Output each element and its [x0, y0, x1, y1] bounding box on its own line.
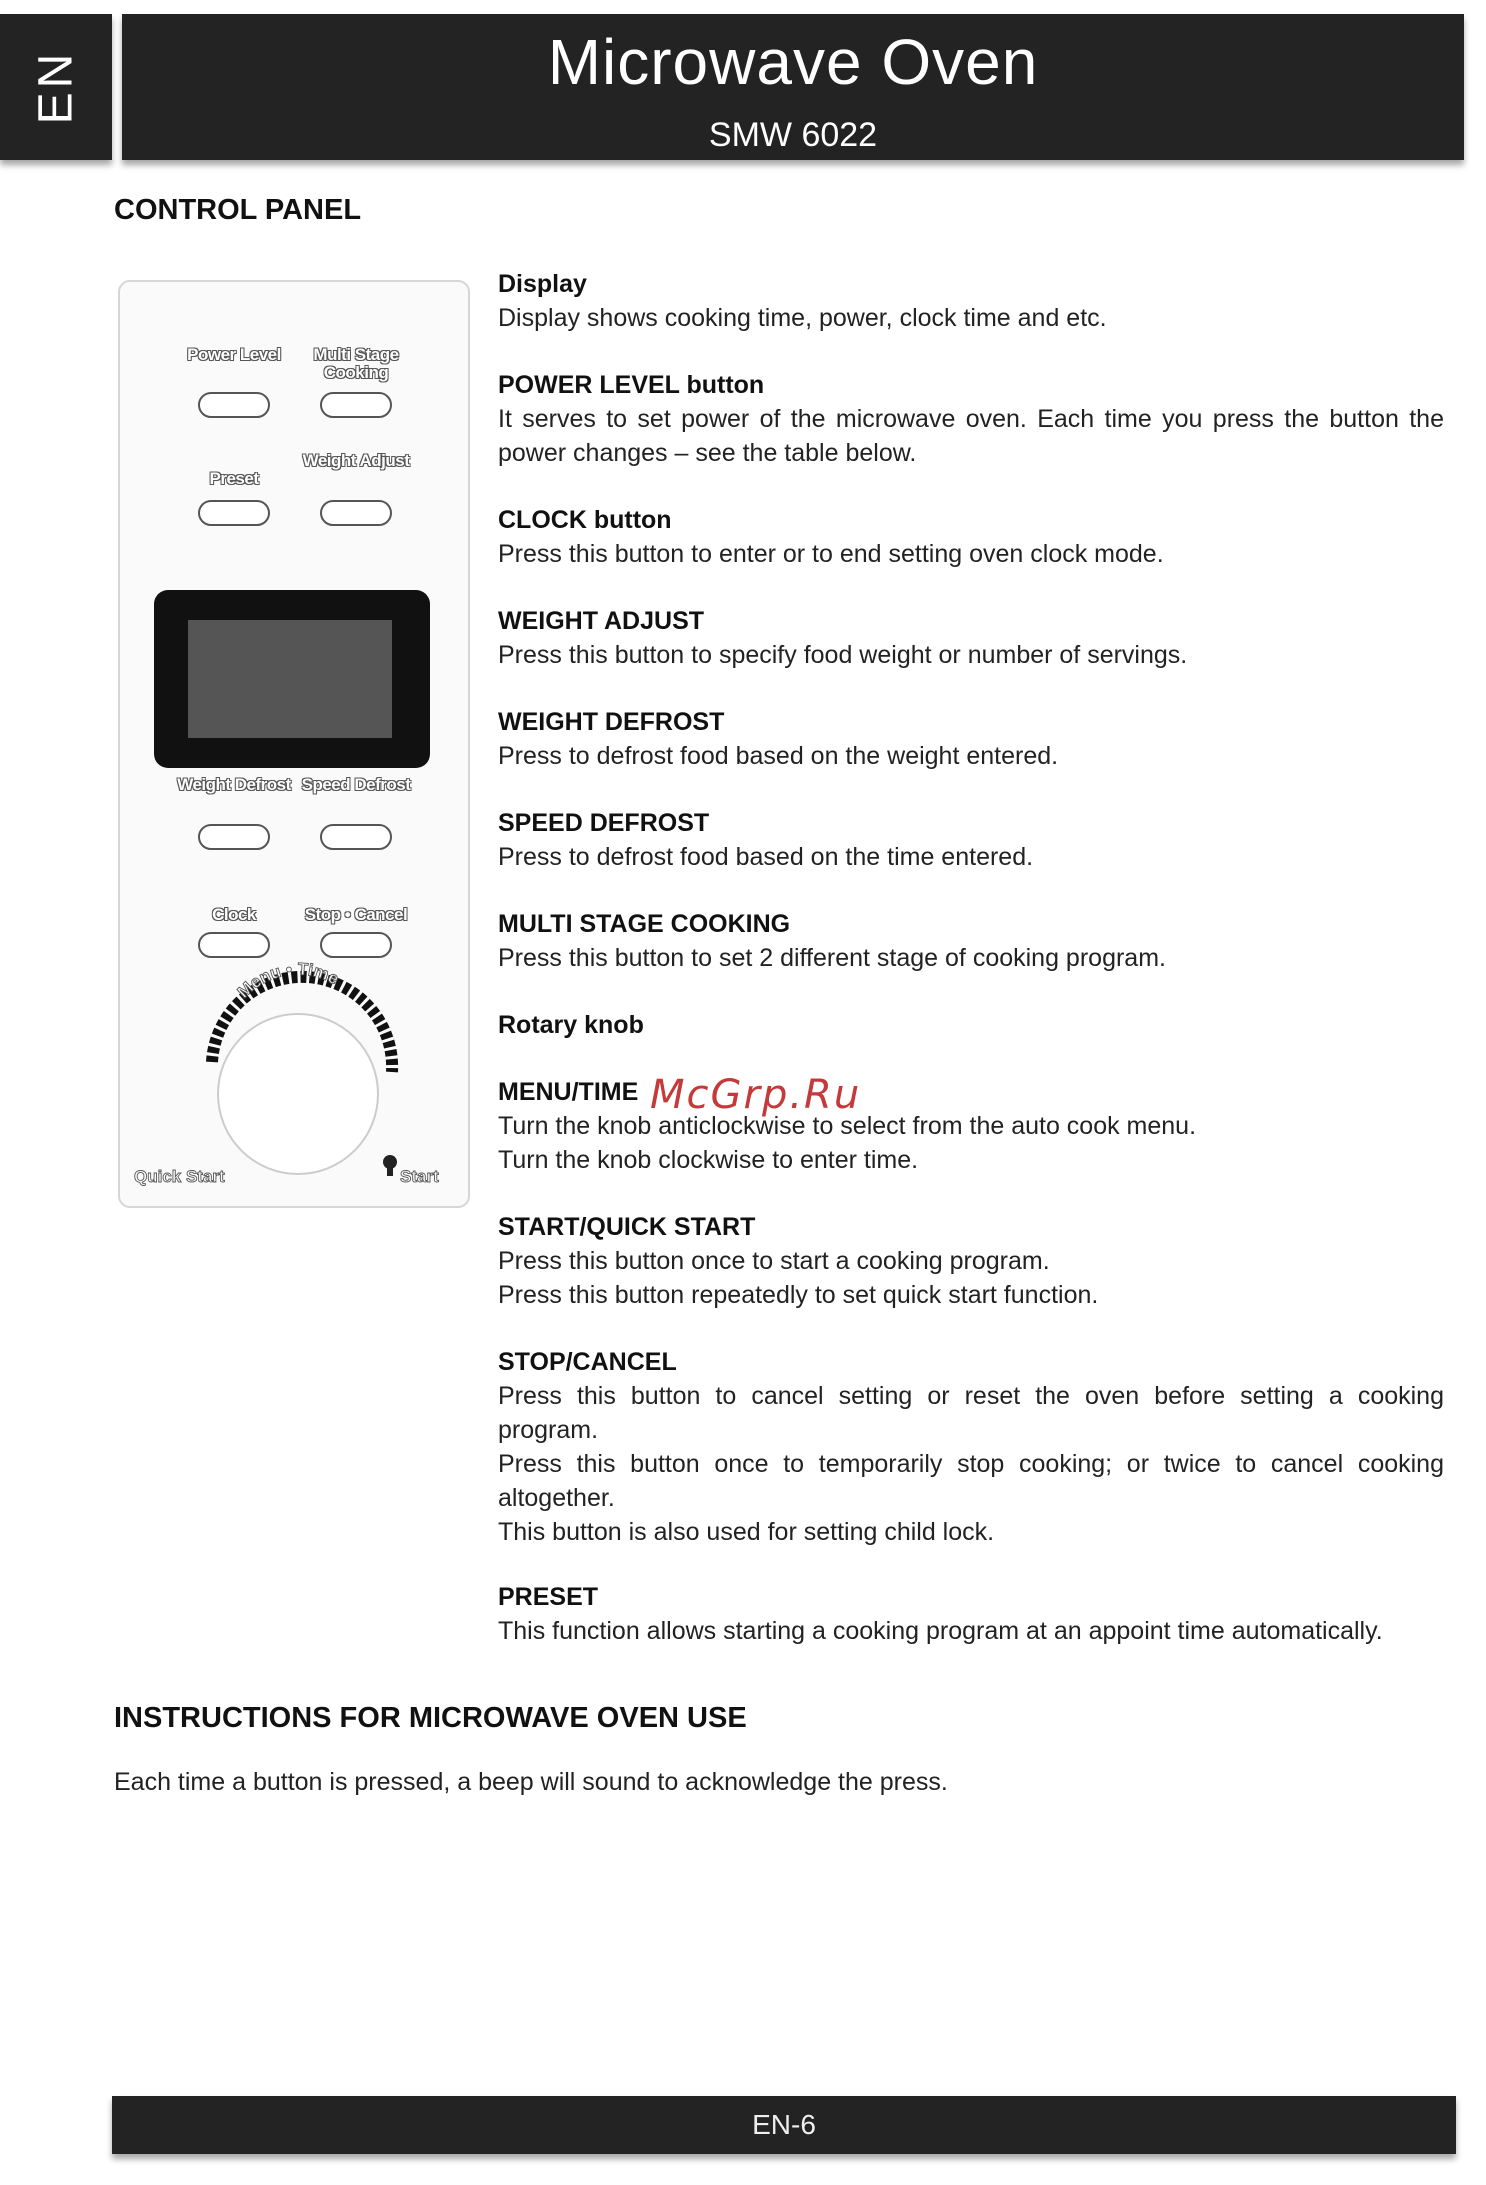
- multi-stage-heading: MULTI STAGE COOKING: [498, 910, 791, 938]
- preset-label: Preset: [209, 469, 259, 488]
- weight-adjust-label: Weight Adjust: [302, 451, 410, 470]
- stop-cancel-heading: STOP/CANCEL: [498, 1348, 677, 1376]
- preset-heading: PRESET: [498, 1583, 599, 1611]
- weight-defrost-text: Press to defrost food based on the weight entered.: [498, 742, 1059, 770]
- speed-defrost-label: Speed Defrost: [301, 775, 411, 794]
- speed-defrost-heading: SPEED DEFROST: [498, 809, 710, 837]
- preset-text: This function allows starting a cooking program at an appoint time automatically.: [498, 1617, 1383, 1645]
- stop-cancel-text-3: This button is also used for setting child lock.: [498, 1518, 995, 1546]
- clock-label: Clock: [212, 905, 256, 924]
- weight-adjust-heading: WEIGHT ADJUST: [498, 607, 705, 635]
- start-heading: START/QUICK START: [498, 1213, 756, 1241]
- knob-label: Menu • Time: [233, 959, 343, 1002]
- speed-defrost-text: Press to defrost food based on the time entered.: [498, 843, 1034, 871]
- page-number: EN-6: [752, 2109, 816, 2140]
- language-tab: [0, 14, 112, 160]
- power-level-heading: POWER LEVEL button: [498, 371, 765, 399]
- language-code: EN: [29, 49, 83, 125]
- start-label: Start: [400, 1167, 439, 1186]
- desc-display: [498, 267, 1444, 335]
- power-level-text: It serves to set power of the microwave oven. Each time you press the button the power changes – see the table below.: [498, 405, 1444, 467]
- rotary-knob-heading: Rotary knob: [498, 1011, 644, 1039]
- display-text: Display shows cooking time, power, clock time and etc.: [498, 304, 1107, 332]
- weight-defrost-heading: WEIGHT DEFROST: [498, 708, 725, 736]
- footer-bar: [112, 2096, 1456, 2154]
- desc-preset: [498, 1580, 1444, 1648]
- desc-menu-time: [498, 1075, 1444, 1177]
- quick-start-label: Quick Start: [134, 1167, 225, 1186]
- rotary-knob-graphic: [120, 282, 468, 1206]
- rotary-knob: [218, 1014, 378, 1174]
- desc-stop-cancel: [498, 1345, 1444, 1549]
- control-panel-illustration: [118, 280, 470, 1208]
- start-text-1: Press this button once to start a cooking program.: [498, 1247, 1050, 1275]
- watermark: McGrp.Ru: [650, 1072, 862, 1118]
- stop-cancel-text-1: Press this button to cancel setting or reset the oven before setting a cooking program.: [498, 1382, 1444, 1444]
- display-heading: Display: [498, 270, 587, 298]
- weight-adjust-text: Press this button to specify food weight or number of servings.: [498, 641, 1188, 669]
- menu-time-heading: MENU/TIME: [498, 1078, 639, 1106]
- desc-weight-adjust: [498, 604, 1444, 672]
- page-title: Microwave Oven: [547, 26, 1039, 98]
- menu-time-text-1: Turn the knob anticlockwise to select from the auto cook menu.: [498, 1112, 1197, 1140]
- power-level-label: Power Level: [187, 345, 281, 364]
- stop-cancel-text-2: Press this button once to temporarily stop cooking; or twice to cancel cooking altogether.: [498, 1450, 1444, 1512]
- menu-time-text-2: Turn the knob clockwise to enter time.: [498, 1146, 919, 1174]
- start-text-2: Press this button repeatedly to set quick start function.: [498, 1281, 1099, 1309]
- control-panel-heading: CONTROL PANEL: [114, 194, 362, 226]
- weight-defrost-label: Weight Defrost: [177, 775, 291, 794]
- desc-multi-stage: [498, 907, 1444, 975]
- desc-weight-defrost: [498, 705, 1444, 773]
- instructions-heading: INSTRUCTIONS FOR MICROWAVE OVEN USE: [114, 1702, 747, 1734]
- model-number: SMW 6022: [708, 116, 878, 154]
- desc-clock: [498, 503, 1444, 571]
- instructions-text: Each time a button is pressed, a beep will sound to acknowledge the press.: [114, 1768, 948, 1796]
- multi-stage-text: Press this button to set 2 different stage of cooking program.: [498, 944, 1166, 972]
- multi-stage-label: Multi Stage Cooking: [313, 345, 399, 382]
- clock-text: Press this button to enter or to end setting oven clock mode.: [498, 540, 1164, 568]
- clock-heading: CLOCK button: [498, 506, 672, 534]
- desc-rotary-knob: [498, 1008, 1444, 1042]
- desc-speed-defrost: [498, 806, 1444, 874]
- stop-cancel-label: Stop • Cancel: [304, 905, 408, 924]
- desc-power-level: [498, 368, 1444, 470]
- title-bar: [122, 14, 1464, 160]
- desc-start: [498, 1210, 1444, 1312]
